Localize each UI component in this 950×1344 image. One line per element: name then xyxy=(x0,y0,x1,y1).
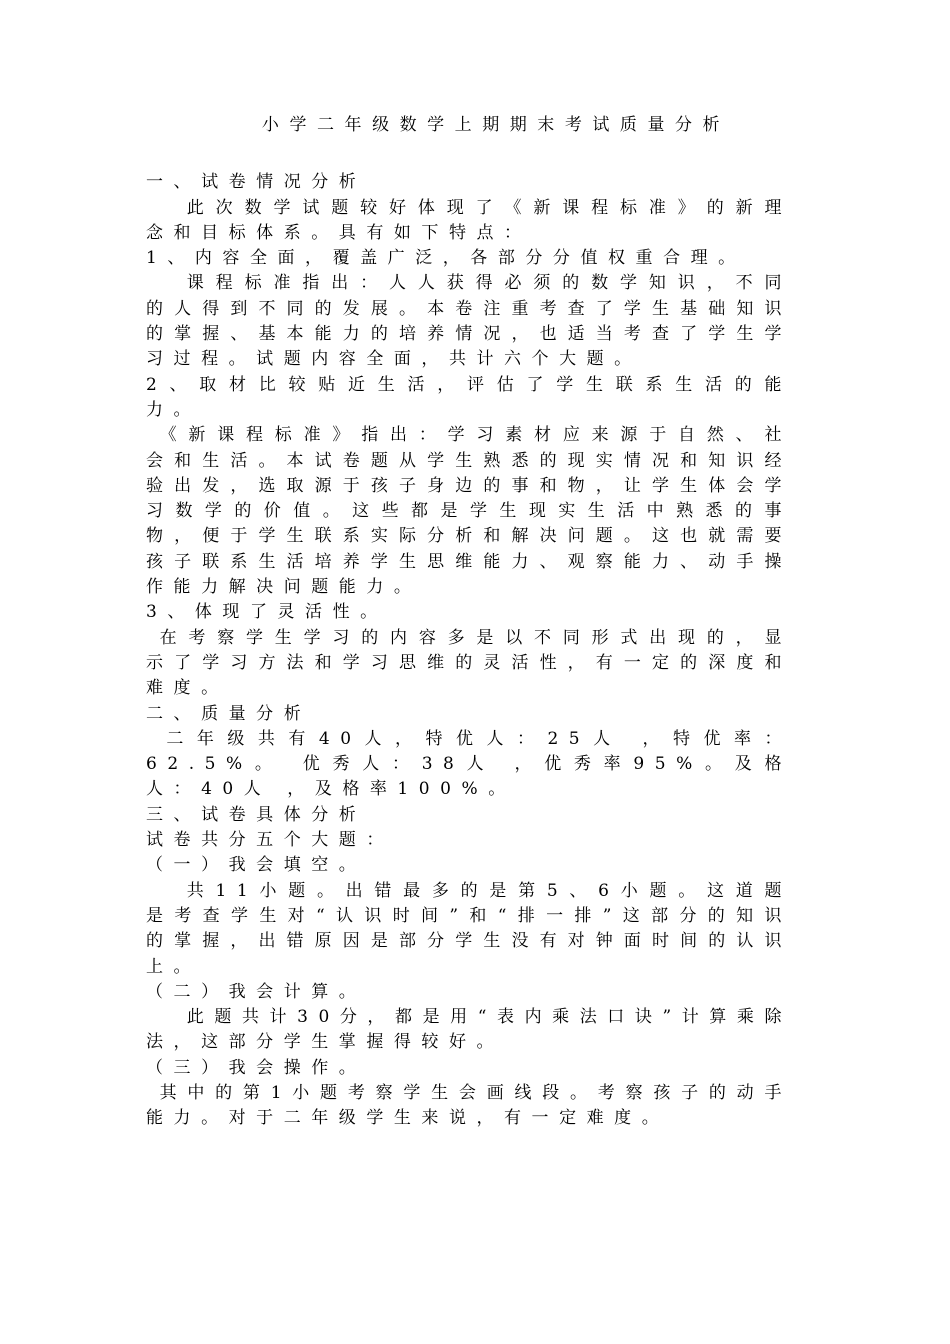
paragraph: 二年级共有40人，特优人：25人 ，特优率：62.5%。 优秀人：38人 ，优秀率95%。及格人：40人 ，及格率100%。 xyxy=(146,728,792,800)
paragraph: 此次数学试题较好体现了《新课程标准》的新理念和目标体系。具有如下特点： xyxy=(146,197,792,243)
paragraph: （一）我会填空。 xyxy=(146,855,367,876)
paragraph: 二、质量分析 xyxy=(146,703,312,724)
paragraph: （二）我会计算。 xyxy=(146,981,367,1002)
document-page xyxy=(146,113,792,1132)
paragraph: 2、取材比较贴近生活，评估了学生联系生活的能力。 xyxy=(146,374,792,420)
paragraph: 此题共计30分，都是用“表内乘法口诀”计算乘除法，这部分学生掌握得较好。 xyxy=(146,1007,792,1053)
paragraph: 三、试卷具体分析 xyxy=(146,804,367,825)
paragraph: 1、内容全面，覆盖广泛，各部分分值权重合理。 xyxy=(146,248,746,269)
document-body xyxy=(146,170,792,1131)
paragraph: 一、试卷情况分析 xyxy=(146,172,367,193)
paragraph: 《新课程标准》指出：学习素材应来源于自然、社会和生活。本试卷题从学生熟悉的现实情况和知识经验出发，选取源于孩子身边的事和物，让学生体会学习数学的价值。这些都是学生现实生活中熟悉的事物，便于学生联系实际分析和解决问题。这也就需要孩子联系生活培养学生思维能力、观察能力、动手操作能力解决问题能力。 xyxy=(146,425,792,598)
paragraph: 试卷共分五个大题： xyxy=(146,830,394,851)
paragraph: 共11小题。出错最多的是第5、6小题。这道题是考查学生对“认识时间”和“排一排”这部分的知识的掌握，出错原因是部分学生没有对钟面时间的认识上。 xyxy=(146,880,792,977)
paragraph: （三）我会操作。 xyxy=(146,1057,367,1078)
paragraph: 课程标准指出：人人获得必须的数学知识，不同的人得到不同的发展。本卷注重考查了学生基础知识的掌握、基本能力的培养情况，也适当考查了学生学习过程。试题内容全面，共计六个大题。 xyxy=(146,273,792,370)
paragraph: 3、体现了灵活性。 xyxy=(146,602,388,623)
paragraph: 其中的第1小题考察学生会画线段。考察孩子的动手能力。对于二年级学生来说，有一定难度。 xyxy=(146,1082,792,1129)
document-title: 小学二年级数学上期期末考试质量分析 xyxy=(261,115,731,135)
paragraph: 在考察学生学习的内容多是以不同形式出现的，显示了学习方法和学习思维的灵活性，有一定的深度和难度。 xyxy=(146,627,792,699)
